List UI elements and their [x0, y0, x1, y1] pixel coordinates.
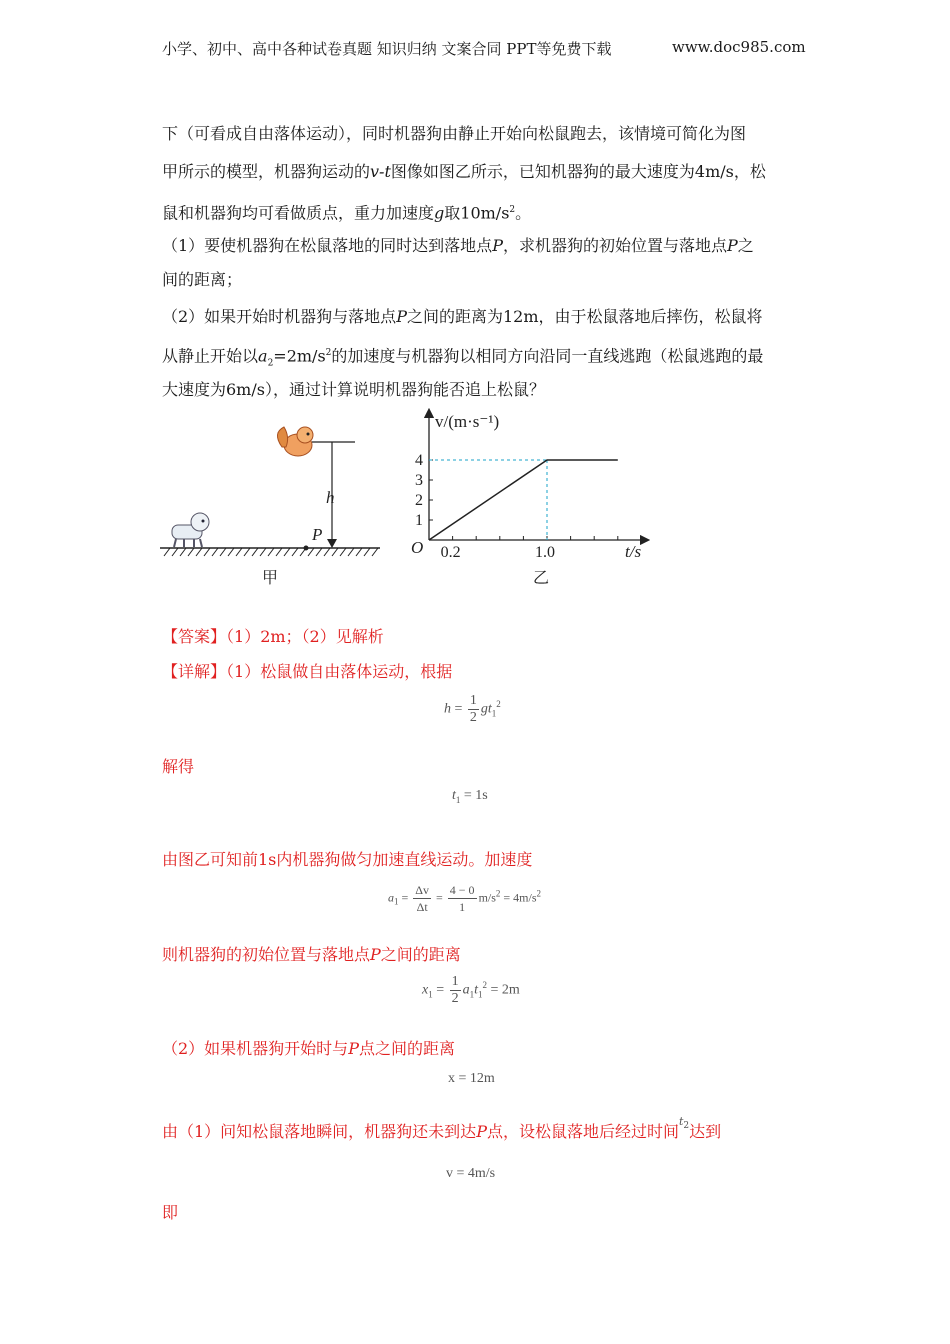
- velocity-series-line: [429, 460, 618, 540]
- question-1-line-1: （1）要使机器狗在松鼠落地的同时达到落地点P，求机器狗的初始位置与落地点P之: [162, 236, 754, 255]
- formula-x1: $x_1$ = $\frac{1}{2}$ $a_1t_1^2 = 2m$: [422, 974, 520, 1006]
- hatch-mark: [292, 548, 298, 556]
- solution-line-7: 即: [162, 1203, 179, 1222]
- hatch-mark: [236, 548, 242, 556]
- solution-line-5: （2）如果机器狗开始时与P点之间的距离: [162, 1039, 455, 1058]
- x-tick-label: 1.0: [535, 544, 555, 561]
- y-tick-label: 1: [415, 512, 423, 529]
- y-tick-label: 2: [415, 492, 423, 509]
- y-tick-label: 4: [415, 452, 423, 469]
- hatch-mark: [372, 548, 378, 556]
- x-tick-label: 0.2: [440, 544, 461, 561]
- hatch-mark: [252, 548, 258, 556]
- figure-b-caption: 乙: [533, 568, 550, 587]
- question-1-line-2: 间的距离；: [162, 270, 243, 289]
- question-2-line-1: （2）如果开始时机器狗与落地点P之间的距离为12m，由于松鼠落地后摔伤，松鼠将: [162, 307, 763, 326]
- hatch-mark: [276, 548, 282, 556]
- answer-text: （1）2m；（2）见解析: [226, 627, 384, 646]
- solution-line-4: 则机器狗的初始位置与落地点P之间的距离: [162, 945, 461, 964]
- formula-t1: $t_1 = 1s$: [452, 788, 488, 805]
- hatch-mark: [180, 548, 186, 556]
- hatch-mark: [348, 548, 354, 556]
- question-2-line-3: 大速度为6m/s），通过计算说明机器狗能否追上松鼠？: [162, 380, 545, 399]
- hatch-mark: [220, 548, 226, 556]
- hatch-mark: [164, 548, 170, 556]
- hatch-mark: [196, 548, 202, 556]
- hatch-mark: [300, 548, 306, 556]
- origin-label: O: [411, 538, 424, 557]
- height-arrow-head: [327, 539, 337, 548]
- h-label: h: [326, 488, 335, 507]
- solution-line-2: 解得: [162, 757, 195, 776]
- y-tick-label: 3: [415, 472, 423, 489]
- formula-v: v = 4m/s: [446, 1166, 496, 1181]
- hatch-mark: [324, 548, 330, 556]
- hatch-mark: [228, 548, 234, 556]
- p-label: P: [312, 525, 323, 544]
- solution-label: 【详解】: [162, 662, 227, 681]
- formula-h: h = $\frac{1}{2}$ $gt_1^2$: [444, 693, 501, 725]
- vt-chart: [405, 405, 655, 590]
- squirrel-icon: [277, 427, 313, 456]
- hatch-mark: [356, 548, 362, 556]
- hatch-mark: [244, 548, 250, 556]
- answer-label: 【答案】: [162, 627, 227, 646]
- hatch-mark: [268, 548, 274, 556]
- hatch-mark: [260, 548, 266, 556]
- formula-a1: $a_1$ = $\frac{\Delta v}{\Delta t}$ = $\frac{4 - 0}{1}$ $m/s^2 = 4m/s^2$: [388, 883, 542, 914]
- problem-line-1: 下（可看成自由落体运动），同时机器狗由静止开始向松鼠跑去，该情境可简化为图: [162, 124, 747, 143]
- solution-line-6: 由（1）问知松鼠落地瞬间，机器狗还未到达P点，设松鼠落地后经过时间$^{t_2}$达到: [162, 1115, 722, 1141]
- hatch-mark: [332, 548, 338, 556]
- solution-line-3: 由图乙可知前1s内机器狗做匀加速直线运动。加速度: [162, 850, 533, 869]
- header-left-text: 小学、初中、高中各种试卷真题 知识归纳 文案合同 PPT等免费下载: [162, 40, 612, 58]
- hatch-mark: [316, 548, 322, 556]
- ground-hatch: [164, 548, 378, 556]
- answer-line: [162, 627, 384, 647]
- header-site-url: www.doc985.com: [672, 38, 806, 56]
- problem-line-3: 鼠和机器狗均可看做质点，重力加速度g取$10m/s^2$。: [162, 203, 532, 223]
- robot-dog-icon: [172, 513, 209, 547]
- hatch-mark: [340, 548, 346, 556]
- figure-a-caption: 甲: [262, 568, 279, 587]
- hatch-mark: [308, 548, 314, 556]
- hatch-mark: [172, 548, 178, 556]
- hatch-mark: [204, 548, 210, 556]
- x-axis-label: t/s: [625, 542, 642, 561]
- hatch-mark: [188, 548, 194, 556]
- formula-x: x = 12m: [448, 1071, 495, 1086]
- figure-a-diagram: [150, 415, 390, 590]
- problem-line-2: 甲所示的模型，机器狗运动的v-t图像如图乙所示，已知机器狗的最大速度为4m/s，松: [162, 162, 766, 181]
- hatch-mark: [284, 548, 290, 556]
- hatch-mark: [364, 548, 370, 556]
- solution-line-1: 【详解】（1）松鼠做自由落体运动，根据: [162, 662, 453, 681]
- y-axis-label: v/(m·s⁻¹): [435, 412, 500, 431]
- hatch-mark: [212, 548, 218, 556]
- question-2-line-2: 从静止开始以$a_2=2m/s^2$的加速度与机器狗以相同方向沿同一直线逃跑（松鼠逃跑的最: [162, 346, 764, 369]
